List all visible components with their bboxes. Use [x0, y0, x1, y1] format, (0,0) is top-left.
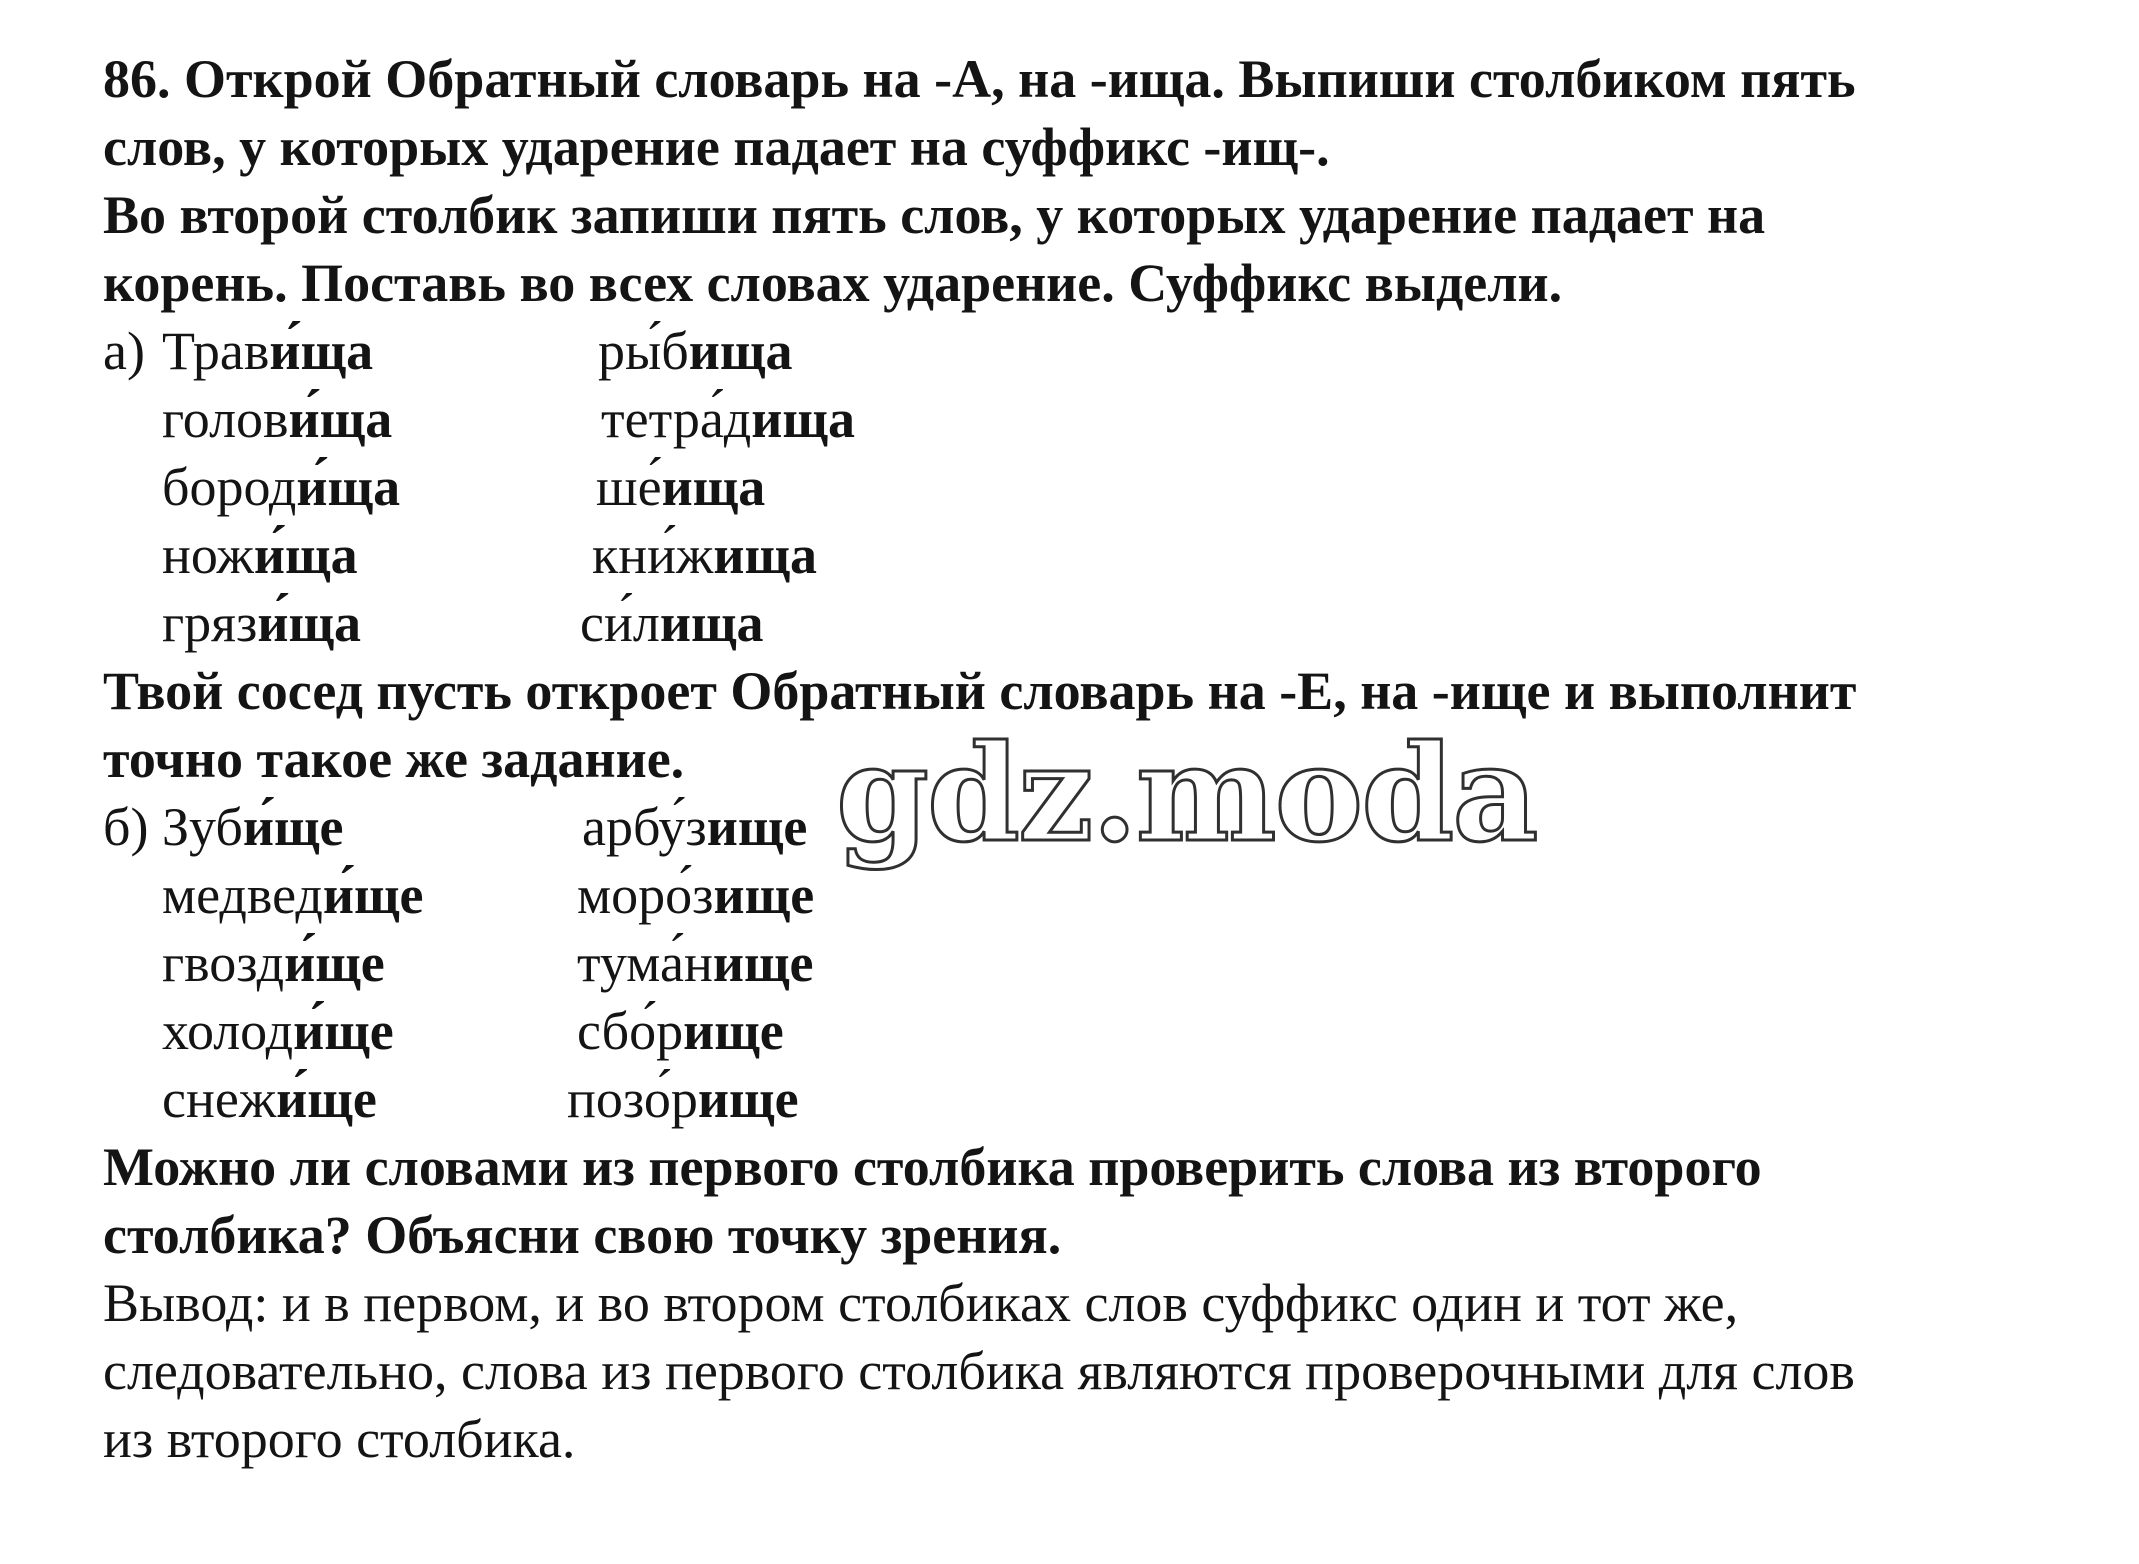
word-stem: Трав	[162, 321, 270, 381]
word-suffix: ище	[683, 1001, 784, 1061]
word-suffix: и́ща	[288, 389, 393, 449]
word-a1-2	[162, 386, 392, 454]
word-a1-5	[162, 590, 361, 658]
word-stem: тетра́д	[601, 389, 752, 449]
word-stem: ры́б	[598, 321, 689, 381]
conclusion-line-3: из второго столбика.	[103, 1409, 576, 1469]
word-stem: нож	[162, 525, 254, 585]
word-suffix: и́ще	[293, 1001, 394, 1061]
word-suffix: ище	[697, 1069, 799, 1129]
word-stem: ше́	[596, 457, 662, 517]
section-a-label: а)	[103, 321, 145, 381]
word-suffix: ища	[688, 321, 793, 381]
word-stem: гряз	[162, 593, 258, 653]
word-suffix: и́ща	[253, 525, 358, 585]
word-a1-3	[162, 454, 400, 522]
task-line-4: корень. Поставь во всех словах ударение. Суффикс выдели.	[103, 253, 1563, 313]
word-b1-3	[162, 930, 385, 998]
word-a2-1	[598, 318, 792, 386]
word-suffix: ища	[661, 457, 766, 517]
word-stem: бород	[162, 457, 297, 517]
watermark: gdz.moda	[836, 716, 1537, 872]
word-a1-1	[162, 318, 373, 386]
word-a2-5	[580, 590, 764, 658]
word-suffix: и́ща	[296, 457, 401, 517]
word-suffix: ища	[659, 593, 764, 653]
word-suffix: и́ще	[284, 933, 385, 993]
section-b-label: б)	[103, 797, 149, 857]
word-b1-2	[162, 862, 424, 930]
word-a1-4	[162, 522, 358, 590]
word-suffix: ища	[751, 389, 855, 449]
word-a2-2	[601, 386, 855, 454]
task-line-1: 86. Открой Обратный словарь на -А, на -ища. Выпиши столбиком пять	[103, 49, 1856, 109]
word-suffix: и́ще	[242, 797, 344, 857]
word-stem: гвозд	[162, 933, 285, 993]
word-suffix: и́ща	[257, 593, 362, 653]
conclusion-line-1: Вывод: и в первом, и во втором столбиках слов суффикс один и тот же,	[103, 1273, 1739, 1333]
word-stem: кни́ж	[592, 525, 714, 585]
word-suffix: ища	[713, 525, 818, 585]
word-stem: моро́з	[577, 865, 714, 925]
word-b2-3	[577, 930, 814, 998]
word-suffix: ище	[712, 933, 814, 993]
word-b2-2	[577, 862, 814, 930]
task-line-3: Во второй столбик запиши пять слов, у которых ударение падает на	[103, 185, 1766, 245]
word-stem: холод	[162, 1001, 294, 1061]
word-suffix: и́ща	[269, 321, 374, 381]
conclusion-line-2: следовательно, слова из первого столбика являются проверочными для слов	[103, 1341, 1855, 1401]
word-b1-1	[162, 794, 344, 862]
neighbor-line-1: Твой сосед пусть откроет Обратный словарь на -Е, на -ище и выполнит	[103, 661, 1857, 721]
word-b2-5	[567, 1066, 799, 1134]
word-stem: Зуб	[162, 797, 243, 857]
word-a2-3	[596, 454, 765, 522]
word-suffix: и́ще	[322, 865, 424, 925]
word-b1-4	[162, 998, 394, 1066]
question-line-2: столбика? Объясни свою точку зрения.	[103, 1205, 1062, 1265]
word-b1-5	[162, 1066, 377, 1134]
word-a2-4	[592, 522, 817, 590]
word-stem: медвед	[162, 865, 323, 925]
word-stem: позо́р	[567, 1069, 698, 1129]
neighbor-line-2: точно такое же задание.	[103, 729, 685, 789]
word-suffix: и́ще	[276, 1069, 377, 1129]
word-stem: сбо́р	[577, 1001, 684, 1061]
word-stem: арбу́з	[582, 797, 707, 857]
word-b2-4	[577, 998, 784, 1066]
word-stem: тума́н	[577, 933, 713, 993]
word-suffix: ище	[713, 865, 815, 925]
word-stem: голов	[162, 389, 289, 449]
word-stem: снеж	[162, 1069, 277, 1129]
word-suffix: ище	[706, 797, 808, 857]
word-b2-1	[582, 794, 807, 862]
word-stem: си́л	[580, 593, 660, 653]
question-line-1: Можно ли словами из первого столбика проверить слова из второго	[103, 1137, 1762, 1197]
task-line-2: слов, у которых ударение падает на суффикс -ищ-.	[103, 117, 1330, 177]
